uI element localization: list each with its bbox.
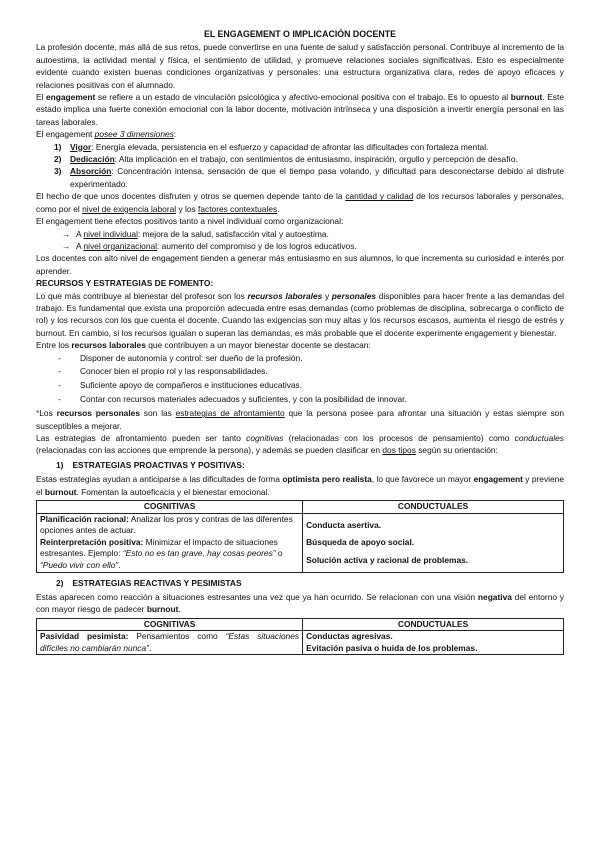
strategy-text: Pensamientos como — [128, 631, 226, 642]
text-run: El hecho de que unos docentes disfruten y otros se quemen depende tanto de la — [36, 191, 346, 202]
text-run: (relacionadas con los procesos de pensamiento) como — [283, 433, 515, 443]
enthusiasm-paragraph: Los docentes con alto nivel de engagement tienden a generar más entusiasmo en sus alumnos, lo que incrementa su curiosidad e interés por aprender. — [36, 253, 564, 276]
text-run: : — [173, 129, 177, 140]
quote-text: “Estas situaciones difíciles no cambiarán nunca” — [40, 631, 300, 653]
column-header-cognitivas: COGNITIVAS — [37, 618, 303, 631]
text-run: que la persona posee para afrontar una situación y estas siempre son susceptibles a mejorar. — [36, 408, 564, 431]
text-run: . — [118, 559, 121, 570]
dimensions-intro — [36, 128, 564, 140]
labor-resources-list — [36, 352, 564, 406]
italic-term: conductuales — [514, 433, 564, 443]
dimension-item-dedicacion — [54, 153, 564, 165]
definition-paragraph — [36, 91, 564, 128]
dimension-text: : Energía elevada, persistencia en el esfuerzo y capacidad de afrontar las dificultades con fortaleza mental. — [91, 141, 489, 152]
table-header-row — [37, 501, 564, 514]
text-run: Los — [39, 408, 57, 419]
list-item-text: Contar con recursos materiales adecuados y suficientes, y con la posibilidad de innovar. — [80, 394, 407, 405]
underlined-text: estrategias de afrontamiento — [175, 408, 285, 419]
bold-term: optimista pero realista — [282, 474, 372, 485]
list-item-text: Conocer bien el propio rol y las responsabilidades. — [80, 366, 268, 377]
text-run: . — [178, 604, 181, 615]
text-run: según su orientación: — [415, 445, 498, 456]
dimension-name: Dedicación — [70, 154, 115, 165]
page-title: EL ENGAGEMENT O IMPLICACIÓN DOCENTE — [204, 29, 396, 39]
effects-intro: El engagement tiene efectos positivos tanto a nivel individual como organizacional: — [36, 216, 344, 227]
resources-paragraph — [36, 190, 564, 215]
item-number: 2) — [54, 154, 62, 165]
item-number: 1) — [54, 141, 62, 152]
effect-item-individual — [62, 228, 564, 240]
list-item — [58, 379, 564, 391]
section-heading-resources: RECURSOS Y ESTRATEGIAS DE FOMENTO: — [36, 278, 214, 289]
dimension-text: : Concentración intensa, sensación de que el tiempo pasa volando, y dificultad para desconectarse debido al disfrute experimentado. — [70, 166, 564, 189]
behavioral-strategy: Evitación pasiva o huida de los problemas. — [306, 642, 478, 653]
dimension-item-absorcion — [54, 165, 564, 190]
italic-term: cognitivas — [246, 433, 284, 443]
table-row — [37, 513, 564, 572]
strategy-label: Planificación racional: — [40, 513, 129, 524]
bold-term: recursos laborales — [71, 340, 146, 351]
bold-italic-term: personales — [331, 290, 377, 301]
strategies-paragraph — [36, 432, 564, 457]
column-header-conductuales: CONDUCTUALES — [303, 618, 564, 631]
proactive-paragraph — [36, 473, 564, 498]
engagement-term: engagement — [46, 92, 96, 103]
underlined-text: factores contextuales — [198, 203, 278, 214]
dimension-name: Absorción — [70, 166, 112, 177]
text-run: . — [277, 203, 280, 214]
underlined-text: dos tipos — [382, 445, 416, 456]
cognitive-strategy-planning — [40, 514, 299, 537]
list-item-text: Disponer de autonomía y control: ser dueño de la profesión. — [80, 352, 303, 363]
dimensions-list — [36, 141, 564, 191]
strategy-text: Analizar los pros y contras de las diferentes opciones antes de actuar. — [40, 513, 293, 536]
text-run: El engagement — [36, 129, 95, 140]
wellbeing-paragraph — [36, 290, 564, 340]
text-run: y los — [176, 203, 199, 214]
strategy-label: Pasividad pesimista: — [40, 631, 129, 642]
text-run: Estas aparecen como reacción a situaciones estresantes una vez que ya han ocurrido. Se relacionan con una visión — [36, 591, 478, 602]
text-run: y — [322, 290, 332, 301]
text-run: del entorno y con mayor riesgo de padecer — [36, 591, 564, 615]
bold-italic-term: recursos laborales — [247, 290, 323, 301]
text-run: : aumento del compromiso y de los logros educativos. — [157, 240, 357, 251]
column-header-cognitivas: COGNITIVAS — [37, 501, 303, 514]
arrow-icon: → — [62, 240, 71, 251]
subheading-reactive — [36, 577, 564, 589]
text-run: . Este estado implica una fuerte conexión emocional con la labor docente, motivación intrínseca y una disposición a invertir energía personal en las tareas laborales. — [36, 92, 564, 127]
strategy-text: Minimizar el impacto de situaciones estresantes. Ejemplo: — [40, 536, 278, 559]
list-item — [58, 393, 564, 405]
column-header-conductuales: CONDUCTUALES — [303, 501, 564, 514]
labor-resources-intro — [36, 339, 564, 351]
text-run: A — [76, 228, 84, 239]
document-page — [36, 28, 564, 655]
arrow-icon: → — [62, 228, 71, 239]
text-run: . Fomentan la autoeficacia y el bienestar emocional. — [76, 486, 270, 497]
table-cell-conductuales — [303, 631, 564, 655]
effect-item-organizational — [62, 240, 564, 252]
underlined-text: posee 3 dimensiones — [94, 129, 174, 140]
text-run: o — [275, 548, 283, 559]
text-run: que contribuyen a un mayor bienestar docente se destacan: — [145, 340, 371, 351]
text-run: y previene el — [36, 474, 564, 497]
behavioral-strategy: Conducta asertiva. — [306, 519, 382, 530]
table-cell-cognitivas — [37, 513, 303, 572]
behavioral-strategy: Conductas agresivas. — [306, 631, 393, 642]
dimension-text: : Alta implicación en el trabajo, con sentimientos de entusiasmo, inspiración, orgullo y percepción de desafío. — [114, 154, 518, 165]
dash-bullet: - — [58, 394, 61, 405]
item-number: 2) — [56, 577, 64, 588]
dash-bullet: - — [58, 366, 61, 377]
text-run: A — [76, 240, 84, 251]
list-item-text: Suficiente apoyo de compañeros e instituciones educativas. — [80, 380, 303, 391]
burnout-term: burnout — [510, 92, 543, 103]
text-run: : mejora de la salud, satisfacción vital y autoestima. — [137, 228, 329, 239]
effects-list — [36, 228, 564, 253]
proactive-strategies-table — [36, 500, 564, 572]
cognitive-strategy-reinterpretation — [40, 537, 299, 572]
table-row — [37, 631, 564, 655]
behavioral-strategy: Búsqueda de apoyo social. — [306, 537, 415, 548]
text-run: Entre los — [36, 340, 72, 351]
underlined-text: nivel de exigencia laboral — [82, 203, 177, 214]
dimension-name: Vigor — [70, 141, 92, 152]
text-run: El — [36, 92, 46, 103]
table-cell-conductuales — [303, 513, 564, 572]
behavioral-strategy: Solución activa y racional de problemas. — [306, 554, 469, 565]
text-run: se refiere a un estado de vinculación psicológica y afectivo-emocional positiva con el trabajo. Es lo opuesto al — [95, 92, 511, 103]
text-run: son las — [139, 408, 176, 419]
subheading-proactive — [36, 459, 564, 471]
intro-paragraph: La profesión docente, más allá de sus retos, puede convertirse en una fuente de salud y satisfacción personal. Contribuye al incremento de la autoestima, la actividad mental y física, el sentimiento de utilidad, y promueve relaciones sociales significativas. Esto es especialmente evidente cuando existen buenas condiciones organizativas y personales: una estructura organizativa clara, redes de apoyo eficaces y relaciones positivas con el alumnado. — [36, 42, 564, 90]
quote-text: “Puedo vivir con ello” — [40, 559, 119, 570]
quote-text: “Esto no es tan grave, hay cosas peores” — [122, 548, 276, 559]
bold-term: negativa — [477, 591, 512, 602]
bold-term: burnout — [44, 486, 77, 497]
table-header-row — [37, 618, 564, 631]
text-run: Lo que más contribuye al bienestar del profesor son los — [36, 290, 248, 301]
subheading-text: ESTRATEGIAS PROACTIVAS Y POSITIVAS: — [72, 459, 245, 470]
table-cell-cognitivas — [37, 631, 303, 655]
item-number: 3) — [54, 166, 62, 177]
text-run: . — [148, 642, 152, 653]
bold-term: burnout — [146, 604, 179, 615]
underlined-text: nivel individual — [83, 228, 138, 239]
underlined-text: nivel organizacional — [83, 240, 158, 251]
item-number: 1) — [56, 459, 64, 470]
bold-term: recursos personales — [56, 408, 140, 419]
dash-bullet: - — [58, 352, 61, 363]
text-run: Las estrategias de afrontamiento pueden ser tanto — [36, 433, 247, 443]
text-run: (relacionadas con las acciones que emprende la persona), y además se pueden clasificar en — [36, 445, 383, 456]
strategy-label: Reinterpretación positiva: — [40, 536, 144, 547]
dash-bullet: - — [58, 380, 61, 391]
reactive-paragraph — [36, 591, 564, 616]
bold-term: engagement — [473, 474, 523, 485]
subheading-text: ESTRATEGIAS REACTIVAS Y PESIMISTAS — [72, 577, 242, 588]
dimension-item-vigor — [54, 141, 564, 153]
text-run: disponibles para hacer frente a las demandas del trabajo. Es fundamental que exista una proporción adecuada entre esas demandas (como problemas de disciplina, sobrecarga o conflicto de rol) y los recursos con los que cuenta el docente. Cuando las exigencias son muy altas y los recursos escasos, aumenta el riesgo de estrés y burnout. En cambio, si los recursos igualan o superan las demandas, es más probable que el docente experimente engagement y bienestar. — [36, 290, 565, 338]
text-run: de los recursos laborales y personales, como por el — [36, 191, 564, 214]
asterisk-mark: * — [36, 408, 40, 419]
text-run: , lo que favorece un mayor — [371, 474, 474, 485]
text-run: Estas estrategias ayudan a anticiparse a las dificultades de forma — [36, 474, 283, 485]
underlined-text: cantidad y calidad — [345, 191, 414, 202]
reactive-strategies-table — [36, 618, 564, 656]
personal-resources-paragraph — [36, 407, 564, 432]
list-item — [58, 365, 564, 377]
list-item — [58, 352, 564, 364]
